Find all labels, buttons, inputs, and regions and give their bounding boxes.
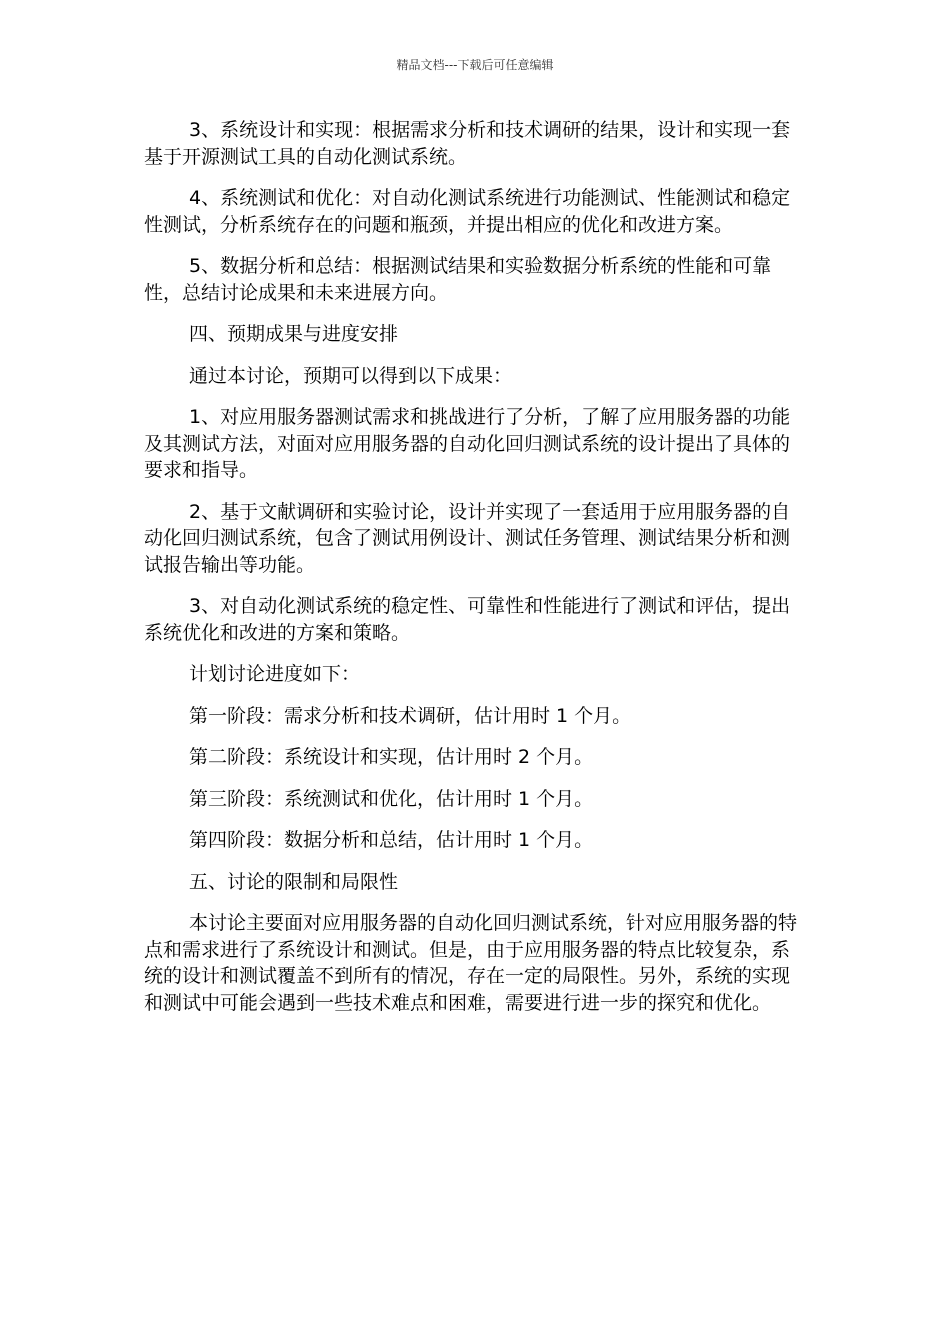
paragraph-result-1: 1、对应用服务器测试需求和挑战进行了分析，了解了应用服务器的功能及其测试方法，对面对应用服务器的自动化回归测试系统的设计提出了具体的要求和指导。 [144, 406, 791, 481]
paragraph-schedule-intro: 计划讨论进度如下： [189, 663, 361, 685]
paragraph-results-intro: 通过本讨论，预期可以得到以下成果： [189, 364, 513, 387]
paragraph-item-5-analysis: 5、数据分析和总结：根据测试结果和实验数据分析系统的性能和可靠性，总结讨论成果和未来进展方向。 [144, 255, 772, 304]
section-heading-expected-results: 四、预期成果与进度安排 [189, 323, 399, 345]
paragraph-result-2: 2、基于文献调研和实验讨论，设计并实现了一套适用于应用服务器的自动化回归测试系统，包含了测试用例设计、测试任务管理、测试结果分析和测试报告输出等功能。 [144, 500, 791, 576]
paragraph-limitations: 本讨论主要面对应用服务器的自动化回归测试系统，针对应用服务器的特点和需求进行了系统设计和测试。但是，由于应用服务器的特点比较复杂，系统的设计和测试覆盖不到所有的情况，存在一定的局限性。另外，系统的实现和测试中可能会遇到一些技术难点和困难，需要进行进一步的探究和优化。 [144, 912, 798, 1014]
section-heading-limitations: 五、讨论的限制和局限性 [189, 870, 399, 893]
paragraph-result-3: 3、对自动化测试系统的稳定性、可靠性和性能进行了测试和评估，提出系统优化和改进的方案和策略。 [144, 595, 791, 644]
schedule-stage-3: 第三阶段：系统测试和优化，估计用时 1 个月。 [189, 787, 594, 810]
paragraph-item-3-design: 3、系统设计和实现：根据需求分析和技术调研的结果，设计和实现一套基于开源测试工具的自动化测试系统。 [144, 119, 791, 168]
schedule-stage-2: 第二阶段：系统设计和实现，估计用时 2 个月。 [189, 746, 594, 768]
schedule-stage-1: 第一阶段：需求分析和技术调研，估计用时 1 个月。 [189, 704, 632, 727]
document-body [144, 117, 808, 1031]
paragraph-item-4-testing: 4、系统测试和优化：对自动化测试系统进行功能测试、性能测试和稳定性测试，分析系统存在的问题和瓶颈，并提出相应的优化和改进方案。 [144, 187, 791, 236]
page-header: 精品文档---下载后可任意编辑 [396, 58, 554, 72]
schedule-stage-4: 第四阶段：数据分析和总结，估计用时 1 个月。 [189, 829, 594, 851]
